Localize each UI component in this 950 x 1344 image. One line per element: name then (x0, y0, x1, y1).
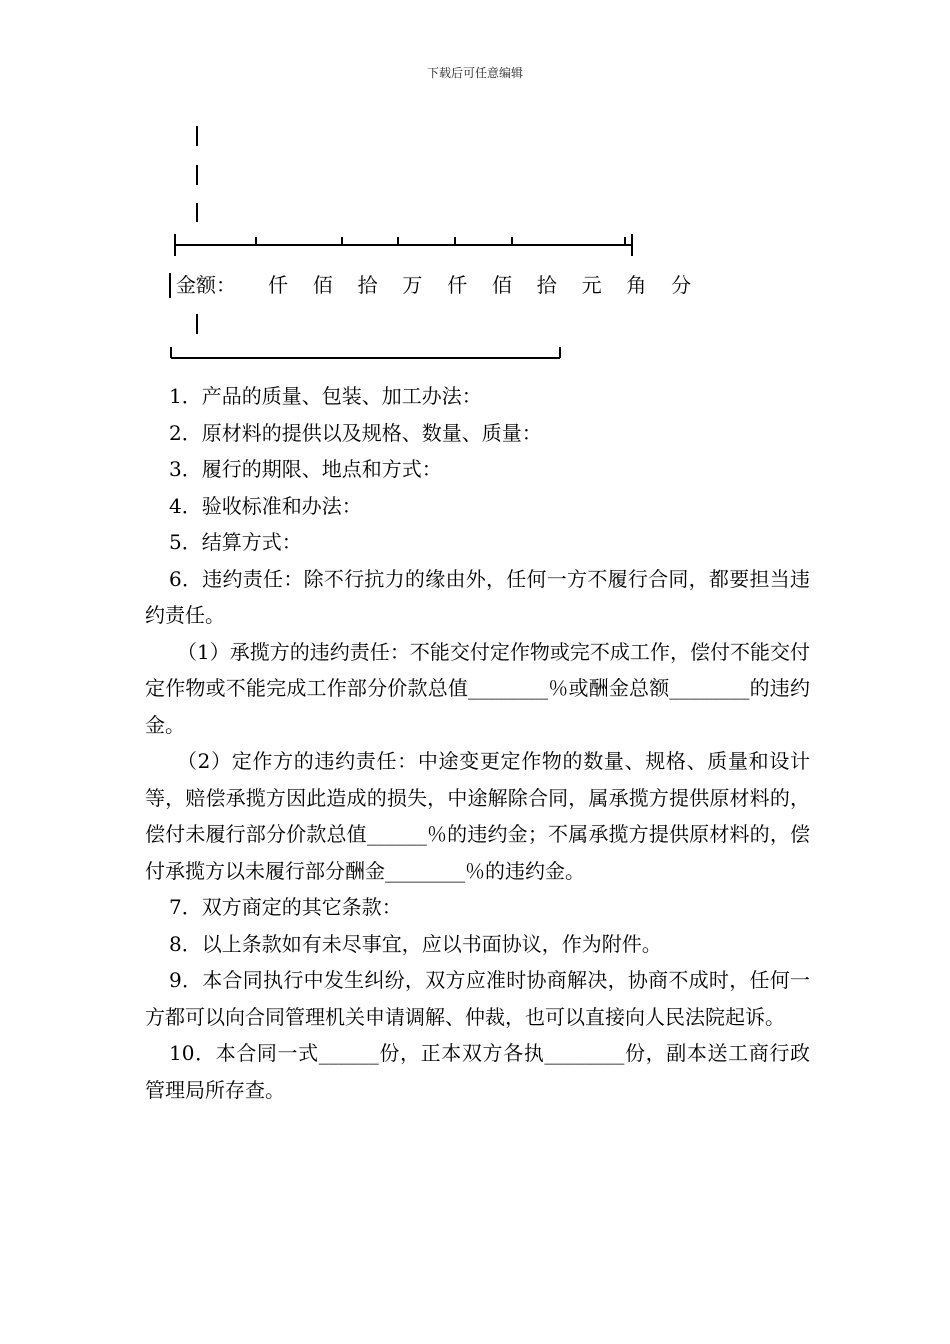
unit-shi-2: 拾 (536, 273, 557, 297)
unit-fen: 分 (671, 273, 692, 297)
unit-yuan: 元 (581, 273, 602, 297)
amount-table-frame (0, 0, 950, 380)
clause-7: 7．双方商定的其它条款： (169, 895, 402, 919)
unit-qian: 仟 (268, 273, 288, 297)
unit-bai-2: 佰 (491, 273, 512, 297)
clause-6-1: （1）承揽方的违约责任：不能交付定作物或完不成工作，偿付不能交付定作物或不能完成工作部分价款总值________％或酬金总额________的违约金。 (145, 639, 810, 737)
clause-10: 10．本合同一式______份，正本双方各执________份，副本送工商行政管理局所存查。 (145, 1041, 810, 1102)
page-header-caption: 下载后可任意编辑 (426, 66, 523, 80)
clause-3: 3．履行的期限、地点和方式： (169, 457, 442, 481)
clause-6: 6．违约责任：除不行抗力的缘由外，任何一方不履行合同，都要担当违约责任。 (145, 566, 810, 627)
clause-2: 2．原材料的提供以及规格、数量、质量： (169, 420, 542, 445)
unit-wan: 万 (402, 273, 423, 297)
amount-label: 金额： (176, 273, 236, 297)
unit-jiao: 角 (626, 273, 647, 297)
clause-1: 1．产品的质量、包装、加工办法： (169, 384, 482, 408)
clause-9: 9．本合同执行中发生纠纷，双方应准时协商解决，协商不成时，任何一方都可以向合同管理机关申请调解、仲裁，也可以直接向人民法院起诉。 (145, 968, 810, 1029)
unit-bai: 佰 (312, 273, 333, 297)
clause-8: 8．以上条款如有未尽事宜，应以书面协议，作为附件。 (169, 931, 662, 956)
clause-6-2: （2）定作方的违约责任：中途变更定作物的数量、规格、质量和设计等，赔偿承揽方因此造成的损失，中途解除合同，属承揽方提供原材料的，偿付未履行部分价款总值______％的违约金；不属承揽方提供原材料的，偿付承揽方以未履行部分酬金________％的违约金。 (145, 749, 810, 883)
amount-row (176, 269, 716, 298)
clause-5: 5．结算方式： (169, 530, 302, 554)
clause-4: 4．验收标准和办法： (169, 493, 362, 518)
unit-qian-2: 仟 (447, 273, 468, 297)
unit-shi: 拾 (357, 273, 378, 297)
contract-clauses (145, 378, 810, 1108)
